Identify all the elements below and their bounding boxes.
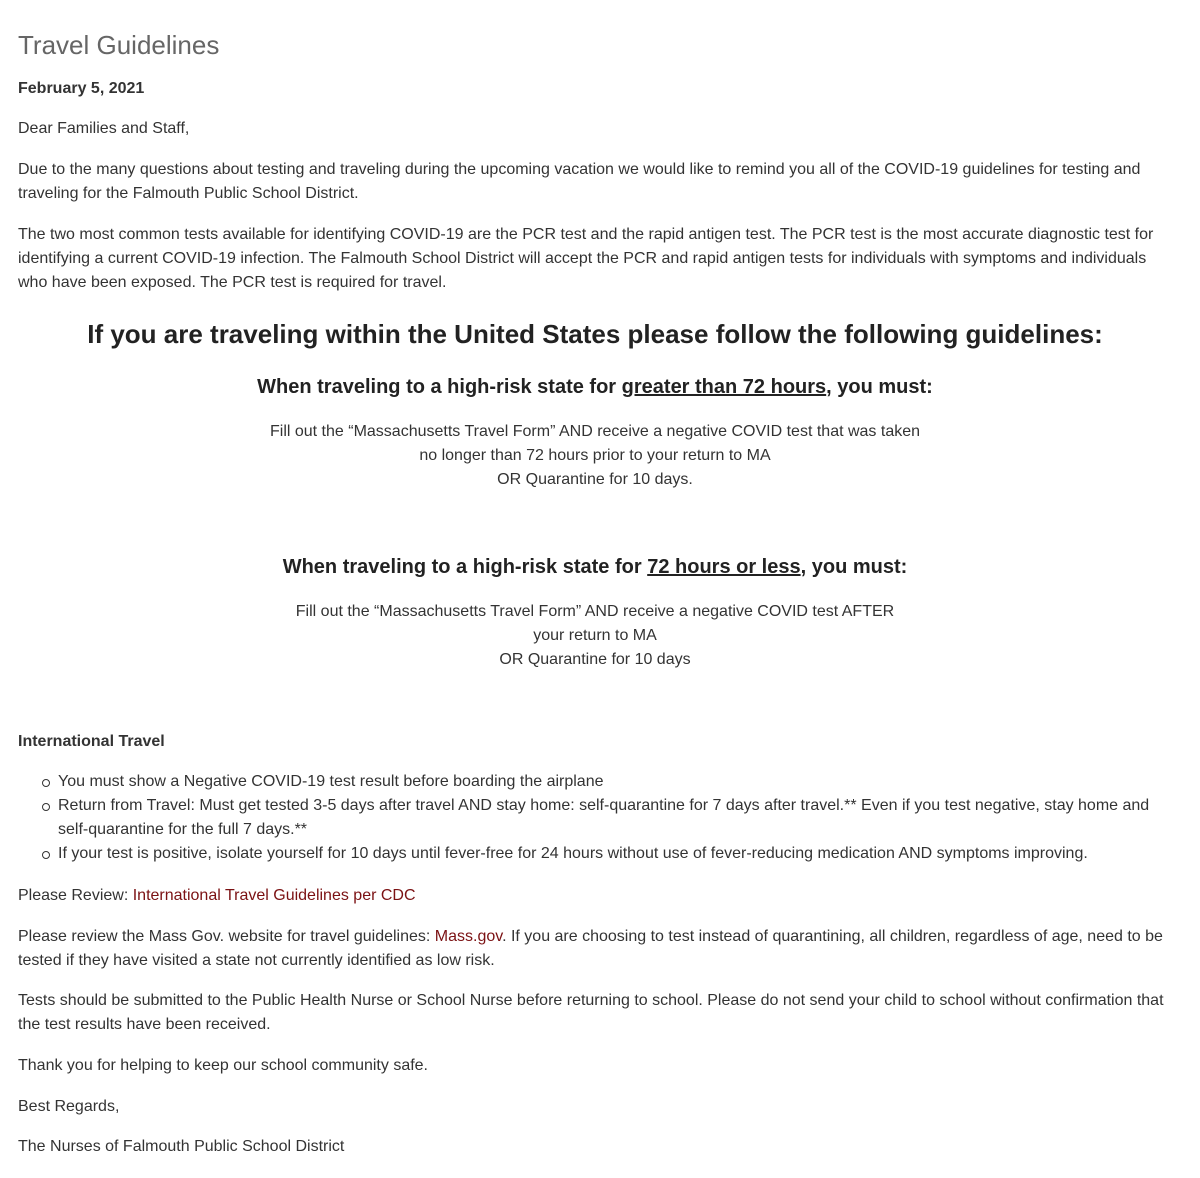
massgov-paragraph: Please review the Mass Gov. website for travel guidelines: Mass.gov. If you are choosing to test instead of quarantining, all children, regardless of age, need to be tested if they have visited a state not currently identified as low risk. <box>18 928 1163 969</box>
massgov-link[interactable]: Mass.gov <box>434 928 503 945</box>
bullet-icon <box>42 779 50 787</box>
domestic-heading: If you are traveling within the United States please follow the following guidelines: <box>87 319 1103 349</box>
signature: The Nurses of Falmouth Public School District <box>18 1138 345 1155</box>
list-item: You must show a Negative COVID-19 test result before boarding the airplane <box>18 770 1178 794</box>
rule-72-or-less-body <box>0 600 1190 672</box>
cdc-guidelines-link[interactable]: International Travel Guidelines per CDC <box>132 887 416 904</box>
tests-paragraph: The two most common tests available for identifying COVID-19 are the PCR test and the rapid antigen test. The PCR test is the most accurate diagnostic test for identifying a current COVID-19 infection. The Falmouth School District will accept the PCR and rapid antigen tests for individuals with symptoms and individuals who have been exposed. The PCR test is required for travel. <box>18 226 1154 291</box>
list-item: If your test is positive, isolate yourself for 10 days until fever-free for 24 hours without use of fever-reducing medication AND symptoms improving. <box>18 842 1178 866</box>
rule-greater-72-emphasis: greater than 72 hours <box>621 376 827 398</box>
bullet-icon <box>42 851 50 859</box>
international-heading: International Travel <box>18 733 165 750</box>
page-title: Travel Guidelines <box>18 30 220 60</box>
submit-note: Tests should be submitted to the Public Health Nurse or School Nurse before returning to school. Please do not send your child to school without confirmation that the test results have been received. <box>18 992 1164 1033</box>
international-list <box>18 770 1178 866</box>
rule-greater-72-body <box>0 420 1190 492</box>
thanks-paragraph: Thank you for helping to keep our school community safe. <box>18 1057 428 1074</box>
rule-line: no longer than 72 hours prior to your return to MA <box>419 447 771 464</box>
rule-greater-72-heading: When traveling to a high-risk state for greater than 72 hours, you must: <box>257 376 933 398</box>
list-item: Return from Travel: Must get tested 3-5 days after travel AND stay home: self-quarantine for 7 days after travel.** Even if you test negative, stay home and self-quarantine for the full 7 days.** <box>18 794 1178 842</box>
rule-line: Fill out the “Massachusetts Travel Form” AND receive a negative COVID test AFTER <box>295 603 895 620</box>
post-date: February 5, 2021 <box>18 80 145 97</box>
rule-line: Fill out the “Massachusetts Travel Form” AND receive a negative COVID test that was taken <box>269 423 921 440</box>
closing: Best Regards, <box>18 1098 120 1115</box>
review-paragraph: Please Review: International Travel Guidelines per CDC <box>18 887 416 904</box>
rule-72-or-less-emphasis: 72 hours or less <box>647 556 801 578</box>
rule-72-or-less-heading: When traveling to a high-risk state for 72 hours or less, you must: <box>282 556 908 578</box>
rule-line: your return to MA <box>533 627 657 644</box>
greeting: Dear Families and Staff, <box>18 120 190 137</box>
rule-line: OR Quarantine for 10 days <box>499 651 691 668</box>
rule-line: OR Quarantine for 10 days. <box>497 471 693 488</box>
intro-paragraph: Due to the many questions about testing and traveling during the upcoming vacation we would like to remind you all of the COVID-19 guidelines for testing and traveling for the Falmouth Public School District. <box>18 161 1141 202</box>
bullet-icon <box>42 803 50 811</box>
